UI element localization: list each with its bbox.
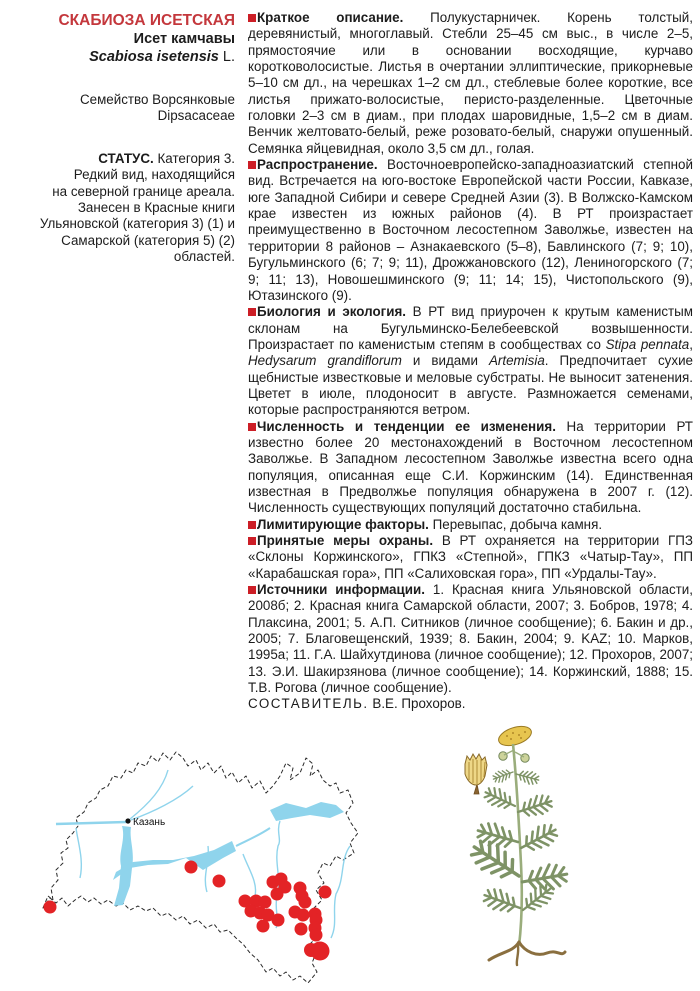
distribution-dot xyxy=(311,942,330,961)
section-information-sources xyxy=(248,582,693,696)
distribution-dot xyxy=(257,920,270,933)
red-square-bullet-icon xyxy=(248,423,256,431)
compiler-label: СОСТАВИТЕЛЬ. xyxy=(248,696,369,712)
section-title: Численность и тенденции ее изменения. xyxy=(257,418,556,434)
red-square-bullet-icon xyxy=(248,586,256,594)
section-biology-ecology xyxy=(248,304,693,418)
kazan-city-label: Казань xyxy=(133,817,166,828)
plant-roots xyxy=(489,942,565,965)
species-title-ru: СКАБИОЗА ИСЕТСКАЯ xyxy=(58,12,235,29)
species-header-column xyxy=(0,12,235,266)
status-line xyxy=(0,151,235,167)
distribution-dot xyxy=(299,896,312,909)
distribution-dot xyxy=(185,861,198,874)
distribution-dot xyxy=(272,914,285,927)
compiler-line xyxy=(248,696,693,712)
species-title-tatar: Исет камчавы xyxy=(133,31,235,47)
latin-binomial: Scabiosa isetensis xyxy=(89,49,219,65)
status-category: Категория 3. xyxy=(157,150,235,166)
distribution-map xyxy=(18,748,358,990)
section-protection-measures xyxy=(248,533,693,582)
red-square-bullet-icon xyxy=(248,161,256,169)
section-title: Краткое описание. xyxy=(257,10,404,25)
latin-species-name: Artemisia xyxy=(488,353,545,369)
plant-svg xyxy=(443,724,648,969)
family-block xyxy=(0,92,235,125)
section-body: и видами xyxy=(401,353,489,369)
section-title: Лимитирующие факторы. xyxy=(257,516,429,532)
red-square-bullet-icon xyxy=(248,308,256,316)
seed-detail xyxy=(465,754,487,794)
distribution-dot xyxy=(271,888,284,901)
red-square-bullet-icon xyxy=(248,537,256,545)
distribution-dot xyxy=(297,909,310,922)
section-population xyxy=(248,419,693,517)
section-distribution xyxy=(248,157,693,304)
section-body: Перевыпас, добыча камня. xyxy=(432,516,603,532)
section-body: . Предпочитает сухие щебнистые известковые и меловые субстраты. Не выносит затенения. Цветет в июле, плодоносит в августе. Размножается семенами, которые распространяются ветром. xyxy=(248,353,693,418)
section-title: Распространение. xyxy=(257,157,378,173)
status-line: Самарской (категория 5) (2) xyxy=(61,232,235,248)
red-square-bullet-icon xyxy=(248,14,256,22)
species-latin-name xyxy=(0,49,235,66)
status-line: на северной границе ареала. xyxy=(52,183,235,199)
section-title: Источники информации. xyxy=(257,582,425,598)
plant-illustration xyxy=(443,724,648,969)
distribution-dot xyxy=(319,886,332,899)
section-body: На территории РТ известно более 20 местонахождений в Восточном лесостепном Заволжье. В Западном лесостепном Заволжье известна всего одна популяция, описанная еще С.И. Коржинским (14). Единственная известная в Предволжье популяция обнаружена в 2007 г. (12). Численность существующих популяций достаточно стабильна. xyxy=(248,418,693,516)
section-body: Восточноевропейско-западноазиатский степной вид. Встречается на юго-востоке Европейской части России, Кавказе, юге Западной Сибири и севере Средней Азии (3). В Волжско-Камском крае известен из южных районов (4). В РТ произрастает преимущественно в Восточном лесостепном Заволжье, известен на территории 8 районов – Азнакаевского (5–8), Бавлинского (7; 9; 10), Бугульминского (6; 7; 9; 11), Дрожжановского (12), Лениногорского (7; 9; 11; 13), Новошешминского (9; 11; 14; 15), Чистопольского (9), Ютазинского (9). xyxy=(248,157,693,303)
red-square-bullet-icon xyxy=(248,521,256,529)
status-block xyxy=(0,151,235,266)
compiler-name: В.Е. Прохоров. xyxy=(372,696,466,712)
latin-species-name: Hedysarum grandiflorum xyxy=(248,353,402,369)
family-latin: Dipsacaceae xyxy=(157,108,235,124)
flower-head xyxy=(496,724,534,749)
description-column xyxy=(248,10,693,713)
status-label: СТАТУС. xyxy=(98,150,154,166)
map-svg xyxy=(18,748,358,990)
distribution-dot xyxy=(44,901,57,914)
kazan-city-dot xyxy=(125,818,130,823)
section-short-description xyxy=(248,10,693,157)
section-body: 1. Красная книга Ульяновской области, 2008б; 2. Красная книга Самарской области, 2007; 3. Бобров, 1978; 4. Плаксина, 2001; 5. А.П. Ситников (личное сообщение); 6. Бакин и др., 2005; 7. Благовещенский, 1939; 8. Бакин, 2004; 9. KAZ; 10. Марков, 1995а; 11. Г.А. Шайхутдинова (личное сообщение); 12. Прохоров, 2007; 13. Э.И. Шакирзянова (личное сообщение); 14. Коржинский, 1888; 15. Т.В. Рогова (личное сообщение). xyxy=(248,582,693,696)
status-line: Редкий вид, находящийся xyxy=(73,167,235,183)
section-body: В РТ охраняется на территории ГПЗ «Склоны Коржинского», ГПКЗ «Степной», ГПКЗ «Чатыр-Тау», ПП «Карабашская гора», ПП «Салиховская гора», ПП «Урдалы-Тау». xyxy=(248,533,693,581)
status-line: областей. xyxy=(173,249,235,265)
family-ru: Семейство Ворсянковые xyxy=(79,92,235,107)
section-limiting-factors xyxy=(248,517,693,533)
distribution-dot xyxy=(213,875,226,888)
section-body: , xyxy=(689,336,693,352)
status-line: Занесен в Красные книги xyxy=(77,200,235,216)
section-body: В РТ вид приурочен к крутым каменистым склонам на Бугульминско-Белебеевской возвышенности. Произрастает по каменистым степям в сообществах со xyxy=(248,304,693,352)
section-body: Полукустарничек. Корень толстый, деревянистый, многоглавый. Стебли 25–45 см выс., в числе 2–5, прямостоячие или в основании восходящие, курчаво коротковолосистые. Листья в очертании эллиптические, прикорневые 5–10 см дл., на черешках 1–2 см дл., стеблевые более короткие, все листья прижато-волосистые, перисто-разделенные. Цветочные головки 2–3 см в диам., при плодах шаровидные, 1,5–2 см в диам. Венчик желтовато-белый, реже розовато-белый, снаружи опушенный. Семянка яйцевидная, около 3,5 см дл., голая. xyxy=(248,10,693,156)
section-title: Принятые меры охраны. xyxy=(257,533,434,548)
distribution-dot xyxy=(295,923,308,936)
status-line: Ульяновской (категория 3) (1) и xyxy=(39,216,235,232)
section-title: Биология и экология. xyxy=(257,304,406,320)
latin-author: L. xyxy=(222,49,235,65)
latin-species-name: Stipa pennata xyxy=(605,336,690,352)
distribution-dot xyxy=(310,929,323,942)
